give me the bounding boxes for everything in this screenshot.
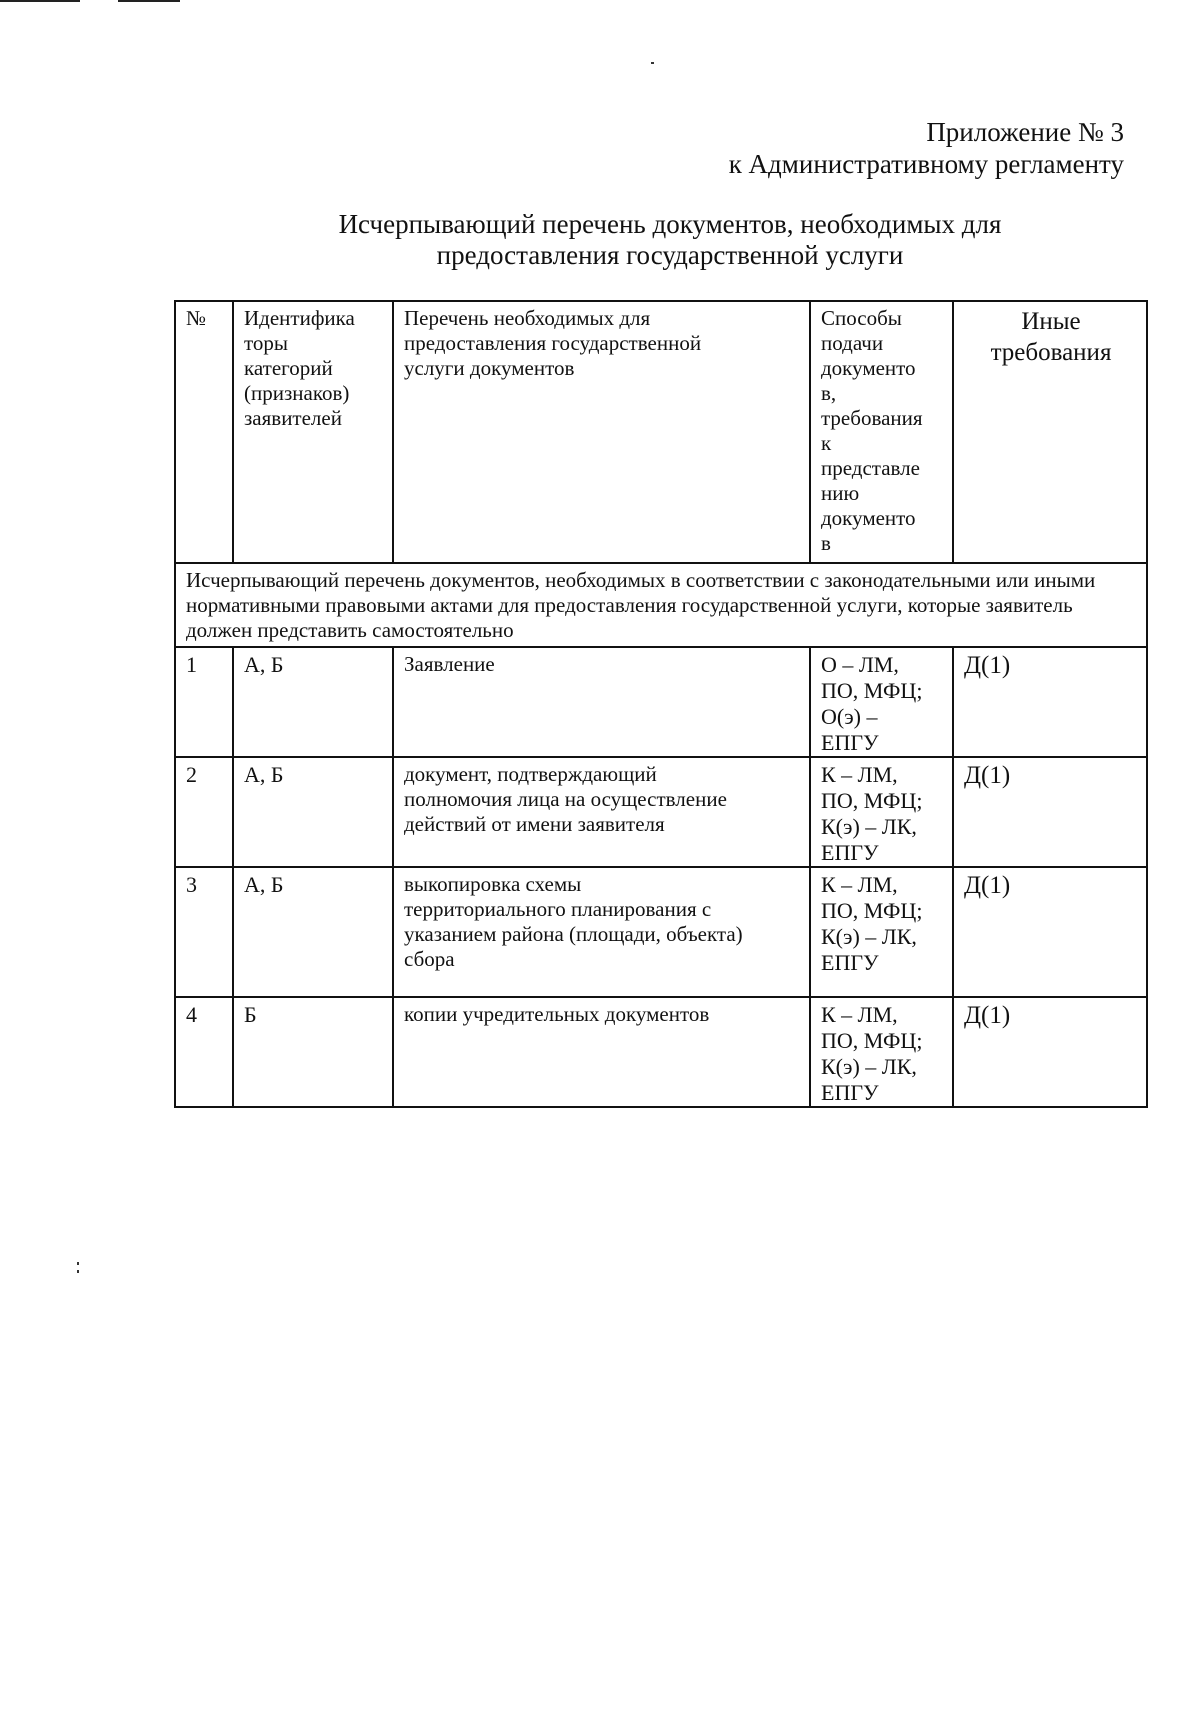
row-number: 1 <box>175 647 233 757</box>
header-applicant-identifiers: Идентифика торы категорий (признаков) заявителей <box>233 301 393 563</box>
header-required-documents: Перечень необходимых для предоставления государственной услуги документов <box>393 301 810 563</box>
table-row <box>175 997 1147 1107</box>
document-title <box>240 209 1100 271</box>
scan-speck <box>77 1262 79 1265</box>
row-other: Д(1) <box>953 757 1147 867</box>
scan-speck <box>651 62 654 64</box>
row-document: Заявление <box>393 647 810 757</box>
row-identifiers: А, Б <box>233 647 393 757</box>
section-title: Исчерпывающий перечень документов, необходимых в соответствии с законодательными или иными нормативными правовыми актами для предоставления государственной услуги, которые заявитель должен представить самостоятельно <box>175 563 1147 647</box>
row-number: 2 <box>175 757 233 867</box>
table-row <box>175 757 1147 867</box>
row-other: Д(1) <box>953 867 1147 997</box>
scan-mark <box>0 0 80 2</box>
title-line-2: предоставления государственной услуги <box>436 240 904 270</box>
row-document: выкопировка схемы территориального планирования с указанием района (площади, объекта) сбора <box>393 867 810 997</box>
row-identifiers: Б <box>233 997 393 1107</box>
row-methods: К – ЛМ, ПО, МФЦ; К(э) – ЛК, ЕПГУ <box>810 757 953 867</box>
header-other-requirements: Иные требования <box>953 301 1147 563</box>
annex-header <box>729 116 1124 180</box>
row-document: копии учредительных документов <box>393 997 810 1107</box>
table-row <box>175 867 1147 997</box>
row-methods: К – ЛМ, ПО, МФЦ; К(э) – ЛК, ЕПГУ <box>810 867 953 997</box>
annex-number: Приложение № 3 <box>926 117 1124 147</box>
header-submission-methods: Способы подачи документо в, требования к представле нию документо в <box>810 301 953 563</box>
row-identifiers: А, Б <box>233 867 393 997</box>
row-other: Д(1) <box>953 647 1147 757</box>
row-methods: О – ЛМ, ПО, МФЦ; О(э) – ЕПГУ <box>810 647 953 757</box>
row-methods: К – ЛМ, ПО, МФЦ; К(э) – ЛК, ЕПГУ <box>810 997 953 1107</box>
documents-table <box>174 300 1148 1108</box>
header-number: № <box>175 301 233 563</box>
scan-mark <box>118 0 180 2</box>
section-row <box>175 563 1147 647</box>
table-row <box>175 647 1147 757</box>
table-header-row <box>175 301 1147 563</box>
row-identifiers: А, Б <box>233 757 393 867</box>
title-line-1: Исчерпывающий перечень документов, необходимых для <box>338 209 1002 239</box>
row-other: Д(1) <box>953 997 1147 1107</box>
annex-reference: к Административному регламенту <box>728 149 1124 179</box>
row-number: 3 <box>175 867 233 997</box>
row-document: документ, подтверждающий полномочия лица на осуществление действий от имени заявителя <box>393 757 810 867</box>
scan-speck <box>77 1270 79 1273</box>
row-number: 4 <box>175 997 233 1107</box>
